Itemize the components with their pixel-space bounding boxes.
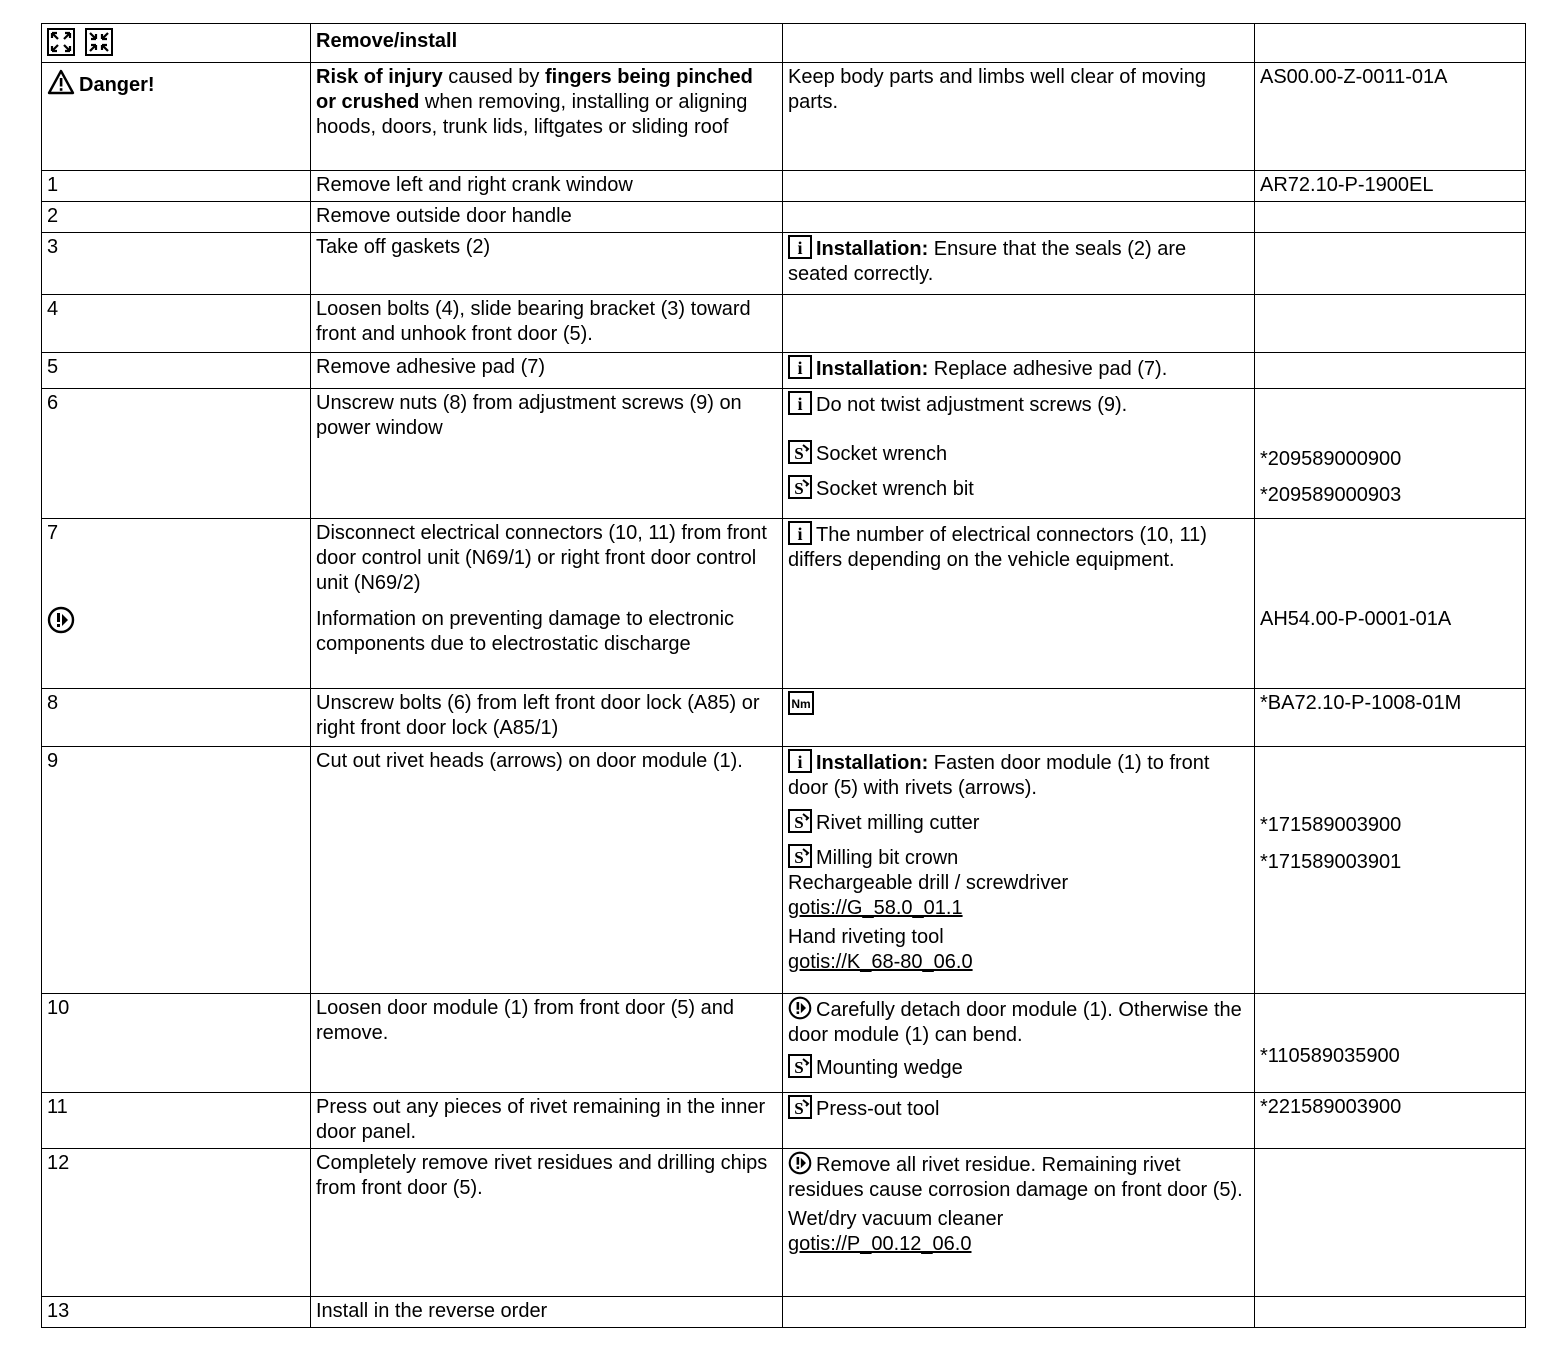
step-note: Carefully detach door module (1). Otherwise the door module (1) can bend. S Mounting wedge bbox=[783, 994, 1255, 1093]
step-text: Remove left and right crank window bbox=[311, 171, 783, 202]
svg-text:S: S bbox=[794, 848, 804, 867]
esd-caution-icon bbox=[788, 996, 812, 1020]
vacuum-text: Wet/dry vacuum cleaner bbox=[788, 1208, 1004, 1230]
drill-text: Rechargeable drill / screwdriver bbox=[788, 872, 1069, 894]
step-text: Loosen bolts (4), slide bearing bracket (3) toward front and unhook front door (5). bbox=[311, 295, 783, 353]
step-ref[interactable]: *BA72.10-P-1008-01M bbox=[1255, 689, 1526, 747]
table-row bbox=[42, 689, 1526, 747]
svg-text:i: i bbox=[797, 238, 803, 258]
special-tool-icon bbox=[788, 475, 812, 499]
step-note: i The number of electrical connectors (10, 11) differs depending on the vehicle equipment. bbox=[783, 519, 1255, 689]
riveter-link[interactable]: gotis://K_68-80_06.0 bbox=[788, 951, 973, 973]
table-row bbox=[42, 295, 1526, 353]
svg-text:i: i bbox=[797, 524, 803, 544]
step-text: Remove outside door handle bbox=[311, 202, 783, 233]
svg-text:S: S bbox=[794, 1058, 804, 1077]
step-ref[interactable]: AH54.00-P-0001-01A bbox=[1260, 608, 1452, 630]
esd-caution-icon bbox=[788, 1151, 812, 1175]
expand-icon[interactable] bbox=[47, 28, 75, 56]
step-text: Unscrew bolts (6) from left front door lock (A85) or right front door lock (A85/1) bbox=[311, 689, 783, 747]
table-row: 11 Press out any pieces of rivet remaining in the inner door panel. S Press-out tool *221589003900 bbox=[42, 1093, 1526, 1149]
step-number: 5 bbox=[42, 353, 311, 389]
step-text: Loosen door module (1) from front door (5) and remove. bbox=[311, 994, 783, 1093]
drill-link[interactable]: gotis://G_58.0_01.1 bbox=[788, 897, 963, 919]
step-number: 4 bbox=[42, 295, 311, 353]
danger-measure: Keep body parts and limbs well clear of moving parts. bbox=[783, 63, 1255, 171]
table-row bbox=[42, 353, 1526, 389]
tool-ref[interactable]: *171589003900 bbox=[1260, 814, 1402, 836]
step-note: i Installation: Fasten door module (1) to front door (5) with rivets (arrows). S Rivet milling cutter S Milling bit crown Rechargeable drill / screwdriver gotis://G_58.0_01.1 Hand riveting tool gotis://K_68-80_06.0 bbox=[783, 747, 1255, 994]
step-text: Disconnect electrical connectors (10, 11) from front door control unit (N69/1) or right front door control unit (N69/2) bbox=[316, 522, 767, 594]
svg-text:i: i bbox=[797, 394, 803, 414]
step-number: 6 bbox=[42, 389, 311, 519]
riveter-text: Hand riveting tool bbox=[788, 926, 944, 948]
table-header-row bbox=[42, 24, 1526, 63]
step-number: 7 bbox=[47, 522, 59, 544]
info-icon bbox=[788, 235, 812, 259]
svg-text:S: S bbox=[794, 1099, 804, 1118]
special-tool-icon bbox=[788, 440, 812, 464]
info-icon bbox=[788, 749, 812, 773]
step-ref[interactable]: AR72.10-P-1900EL bbox=[1255, 171, 1526, 202]
step-number: 9 bbox=[42, 747, 311, 994]
svg-text:i: i bbox=[797, 752, 803, 772]
step-text: Unscrew nuts (8) from adjustment screws (9) on power window bbox=[311, 389, 783, 519]
info-icon bbox=[788, 355, 812, 379]
step-number: 12 bbox=[42, 1149, 311, 1297]
tool-ref[interactable]: *171589003901 bbox=[1260, 851, 1402, 873]
step-text: Cut out rivet heads (arrows) on door module (1). bbox=[311, 747, 783, 994]
step-number: 11 bbox=[42, 1093, 311, 1149]
table-row bbox=[42, 519, 1526, 689]
tool-ref[interactable]: *209589000903 bbox=[1260, 484, 1402, 506]
step-number: 8 bbox=[42, 689, 311, 747]
info-icon bbox=[788, 391, 812, 415]
esd-caution-icon bbox=[47, 606, 75, 634]
svg-text:S: S bbox=[794, 813, 804, 832]
svg-text:S: S bbox=[794, 444, 804, 463]
esd-text: Information on preventing damage to electronic components due to electrostatic discharge bbox=[316, 608, 735, 655]
collapse-icon[interactable] bbox=[85, 28, 113, 56]
special-tool-icon bbox=[788, 1054, 812, 1078]
table-row bbox=[42, 171, 1526, 202]
svg-text:i: i bbox=[797, 358, 803, 378]
warning-triangle-icon bbox=[47, 69, 75, 95]
step-note: i Do not twist adjustment screws (9). S Socket wrench S Socket wrench bit bbox=[783, 389, 1255, 519]
torque-icon bbox=[788, 691, 814, 715]
step-note: i Installation: Ensure that the seals (2) are seated correctly. bbox=[783, 233, 1255, 295]
info-icon bbox=[788, 521, 812, 545]
danger-row bbox=[42, 63, 1526, 171]
table-row bbox=[42, 389, 1526, 519]
step-text: Take off gaskets (2) bbox=[311, 233, 783, 295]
step-text: Remove adhesive pad (7) bbox=[311, 353, 783, 389]
step-note: i Installation: Replace adhesive pad (7). bbox=[783, 353, 1255, 389]
step-text: Completely remove rivet residues and drilling chips from front door (5). bbox=[311, 1149, 783, 1297]
table-row bbox=[42, 994, 1526, 1093]
tool-ref[interactable]: *221589003900 bbox=[1255, 1093, 1526, 1149]
svg-text:S: S bbox=[794, 479, 804, 498]
header-title: Remove/install bbox=[311, 24, 783, 63]
vacuum-link[interactable]: gotis://P_00.12_06.0 bbox=[788, 1233, 972, 1255]
step-note: Remove all rivet residue. Remaining rivet residues cause corrosion damage on front door (5). Wet/dry vacuum cleaner gotis://P_00.12_06.0 bbox=[783, 1149, 1255, 1297]
special-tool-icon bbox=[788, 844, 812, 868]
step-number: 2 bbox=[42, 202, 311, 233]
step-text: Install in the reverse order bbox=[311, 1297, 783, 1328]
table-row bbox=[42, 233, 1526, 295]
step-number: 13 bbox=[42, 1297, 311, 1328]
table-row bbox=[42, 1297, 1526, 1328]
danger-label: Danger! bbox=[79, 74, 155, 96]
step-number: 10 bbox=[42, 994, 311, 1093]
tool-ref[interactable]: *209589000900 bbox=[1260, 448, 1402, 470]
procedure-table bbox=[41, 23, 1526, 1328]
step-number: 3 bbox=[42, 233, 311, 295]
danger-ref[interactable]: AS00.00-Z-0011-01A bbox=[1255, 63, 1526, 171]
table-row bbox=[42, 1149, 1526, 1297]
step-number: 1 bbox=[42, 171, 311, 202]
table-row bbox=[42, 747, 1526, 994]
table-row bbox=[42, 202, 1526, 233]
tool-ref[interactable]: *110589035900 bbox=[1260, 1045, 1400, 1067]
special-tool-icon bbox=[788, 809, 812, 833]
special-tool-icon bbox=[788, 1095, 812, 1119]
danger-text: Risk of injury caused by fingers being pinched or crushed when removing, installing or aligning hoods, doors, trunk lids, liftgates or sliding roof bbox=[311, 63, 783, 171]
svg-text:Nm: Nm bbox=[791, 697, 811, 711]
step-text: Press out any pieces of rivet remaining in the inner door panel. bbox=[311, 1093, 783, 1149]
